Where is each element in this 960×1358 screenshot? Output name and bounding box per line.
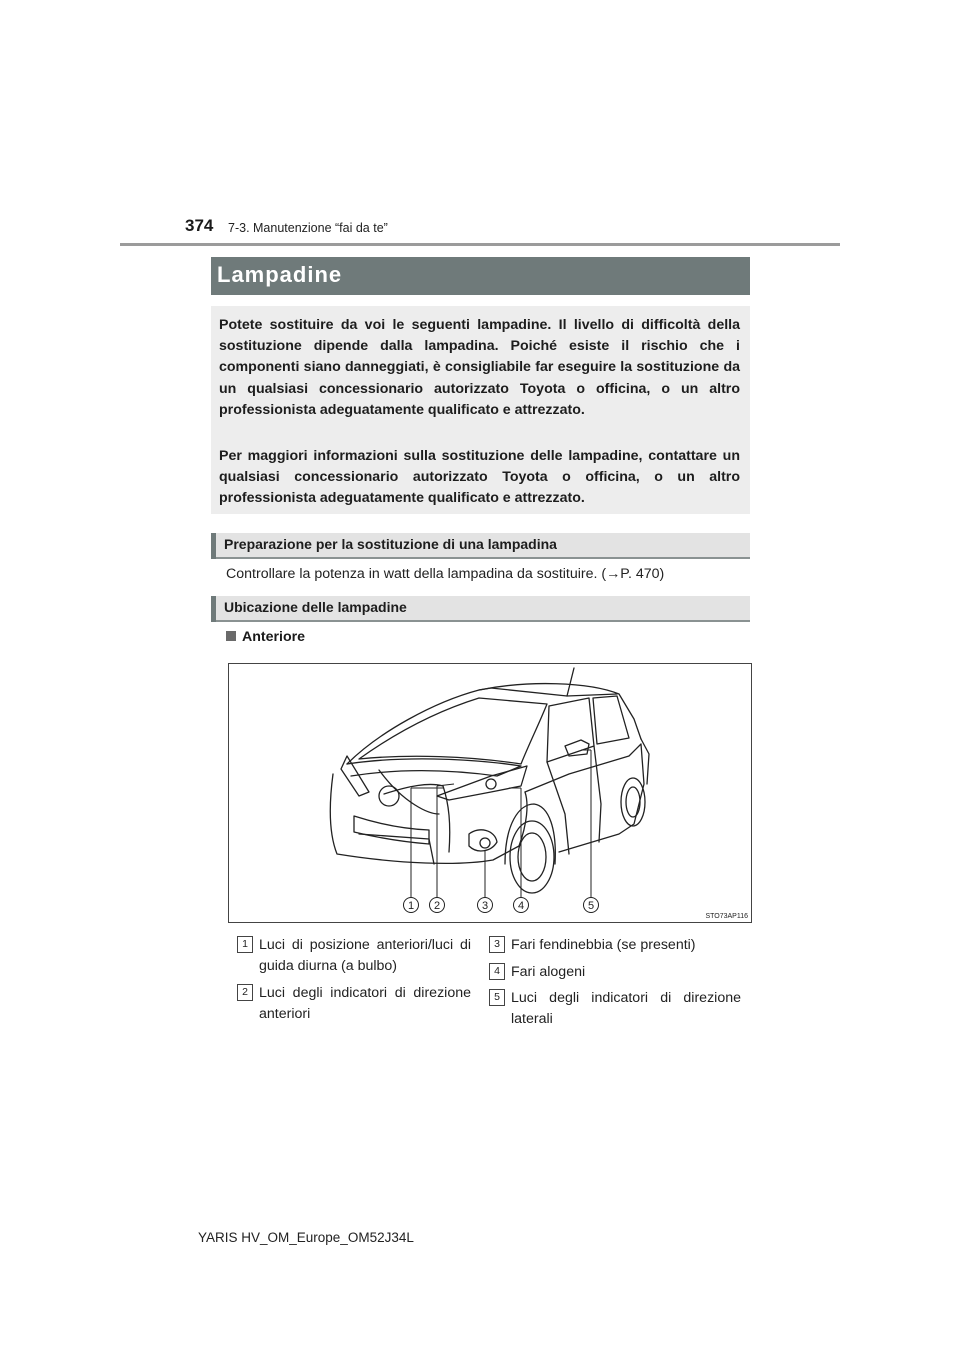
legend-number-4: 4 [489, 963, 505, 980]
figure-code: STO73AP116 [705, 913, 748, 920]
section-heading-preparation [211, 533, 750, 559]
legend-number-2: 2 [237, 984, 253, 1001]
legend-number-5: 5 [489, 989, 505, 1006]
subheading-front [226, 629, 305, 645]
callout-5-label: 5 [587, 900, 595, 912]
callout-markers [404, 898, 599, 913]
section-heading-location [211, 596, 750, 622]
preparation-text: Controllare la potenza in watt della lampadina da sostituire. (→P. 470) [226, 566, 665, 582]
section-heading-location-text: Ubicazione delle lampadine [224, 599, 407, 615]
footer-document-code: YARIS HV_OM_Europe_OM52J34L [198, 1230, 414, 1245]
page-title: Lampadine [217, 262, 343, 287]
section-heading-preparation-text: Preparazione per la sostituzione di una lampadina [224, 536, 557, 552]
callout-1-label: 1 [407, 900, 415, 912]
car-bulb-diagram [228, 663, 752, 923]
page-number: 374 [185, 216, 214, 235]
section-path: 7-3. Manutenzione “fai da te” [228, 221, 388, 235]
bullet-square-icon [226, 631, 236, 641]
legend-text-1: Luci di posizione anteriori/luci di guida diurna (a bulbo) [259, 937, 471, 974]
legend-text-4: Fari alogeni [511, 964, 586, 980]
intro-paragraph-1: Potete sostituire da voi le seguenti lampadine. Il livello di difficoltà della sostituzione dipende dalla lampadina. Poiché esiste il rischio che i componenti siano danneggiati, è consigliabile far eseguire la sostituzione da un qualsiasi concessionario autorizzato Toyota o officina, o un altro professionista adeguatamente qualificato e attrezzato. [219, 317, 740, 418]
callout-4-label: 4 [517, 900, 525, 912]
legend-text-2: Luci degli indicatori di direzione anteriori [259, 985, 471, 1022]
legend-text-5: Luci degli indicatori di direzione laterali [511, 990, 741, 1027]
header-rule [120, 243, 840, 246]
legend-text-3: Fari fendinebbia (se presenti) [511, 937, 696, 953]
subheading-front-text: Anteriore [242, 629, 306, 645]
title-bar [211, 257, 750, 295]
legend-number-1: 1 [237, 936, 253, 953]
intro-box [211, 306, 750, 514]
callout-2-label: 2 [433, 900, 441, 912]
car-illustration [229, 664, 751, 922]
legend-number-3: 3 [489, 936, 505, 953]
intro-paragraph-2: Per maggiori informazioni sulla sostituzione delle lampadine, contattare un qualsiasi concessionario autorizzato Toyota o officina, o un altro professionista adeguatamente qualificato e attrezzato. [219, 448, 740, 507]
callout-3-label: 3 [481, 900, 489, 912]
